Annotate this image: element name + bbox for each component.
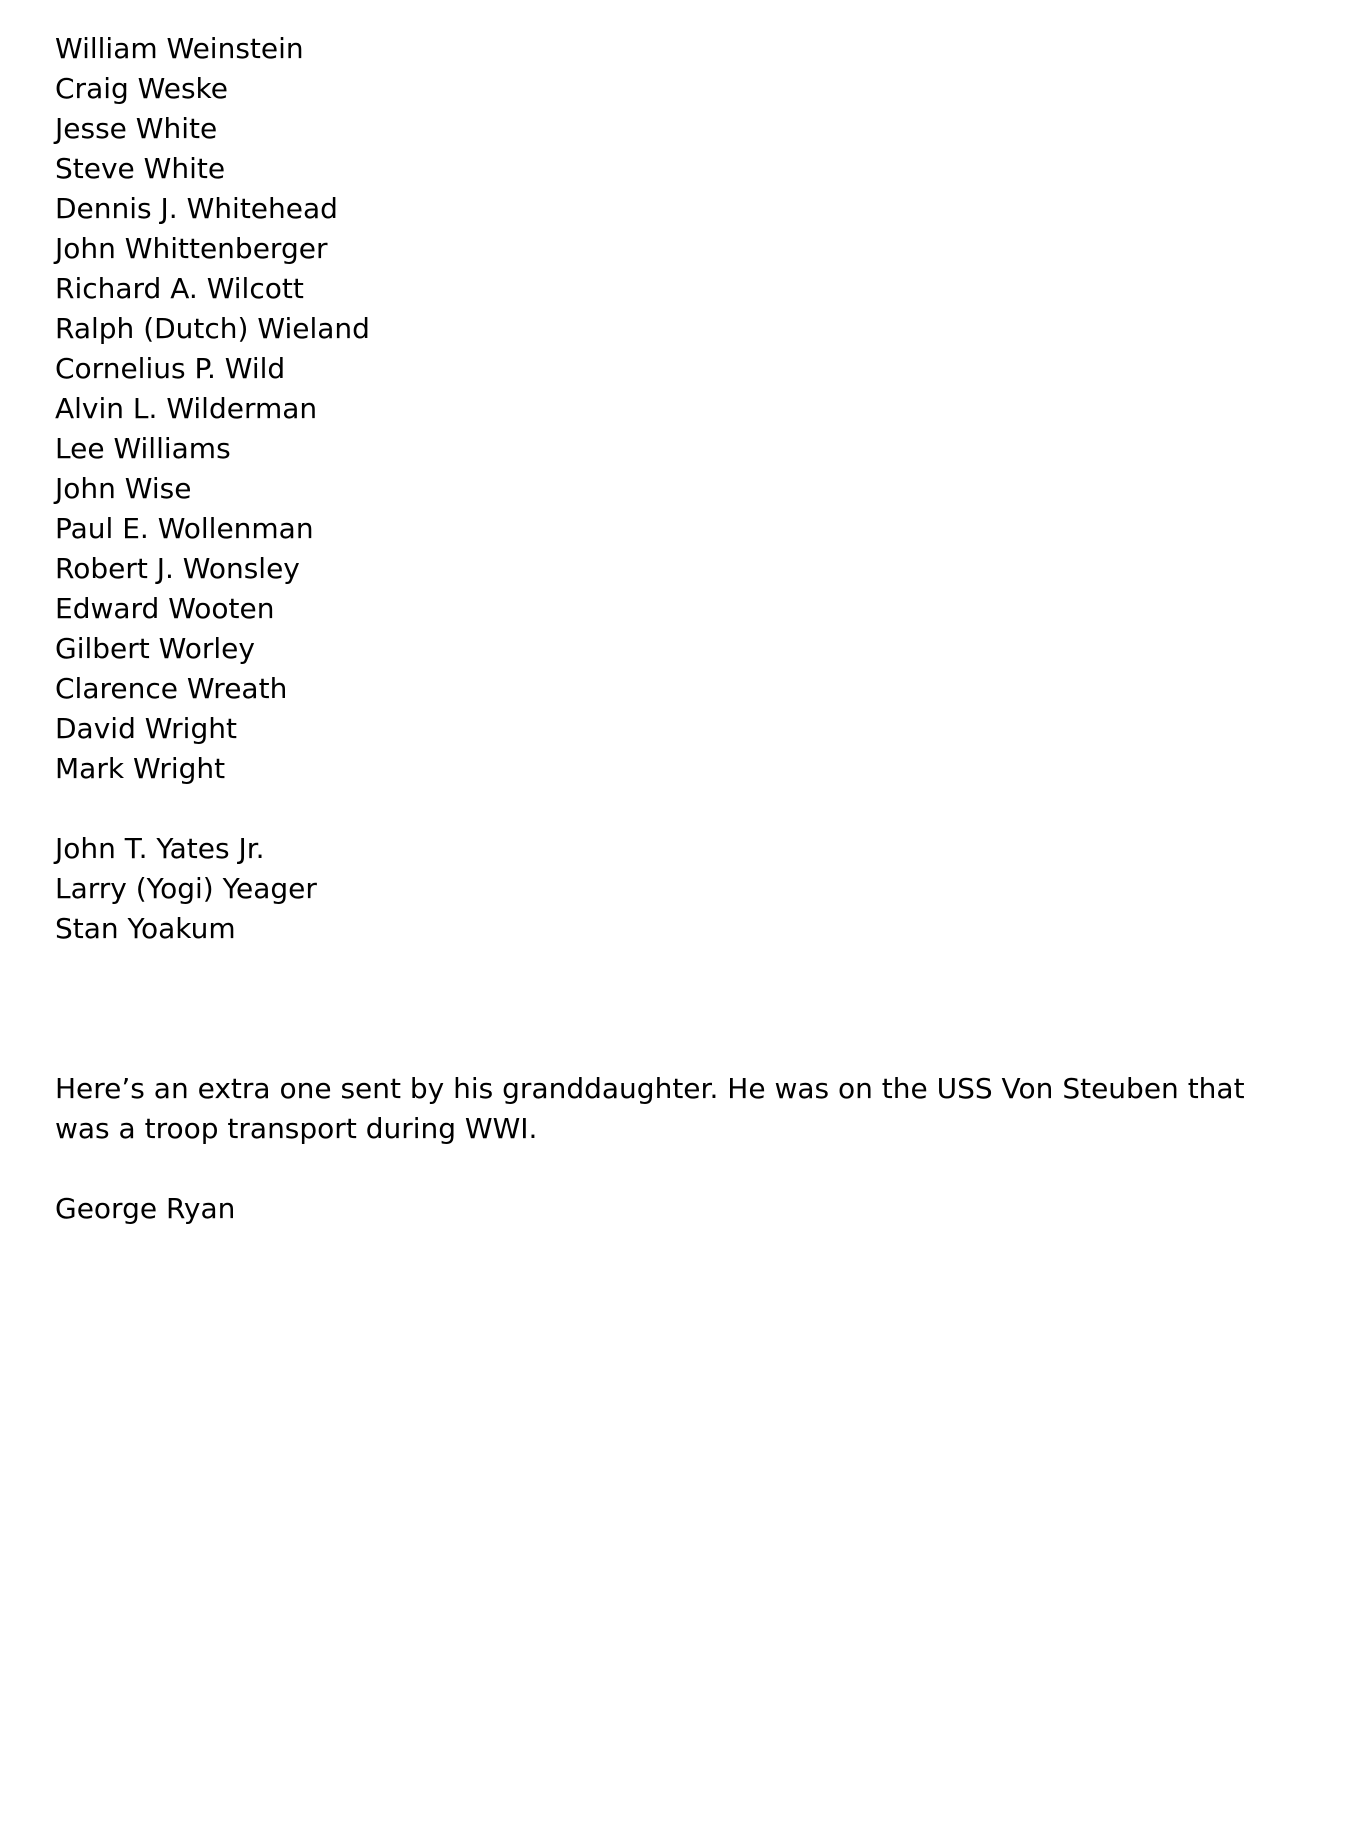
paragraph-gap xyxy=(55,789,1315,829)
name-line: Alvin L. Wilderman xyxy=(55,392,318,425)
name-line: Steve White xyxy=(55,152,226,185)
name-line: Mark Wright xyxy=(55,752,226,785)
signature-name: George Ryan xyxy=(55,1192,236,1225)
name-line: Robert J. Wonsley xyxy=(55,552,300,585)
name-line: Richard A. Wilcott xyxy=(55,272,304,305)
name-line: Clarence Wreath xyxy=(55,672,288,705)
name-line: John T. Yates Jr. xyxy=(55,832,265,865)
name-line: Stan Yoakum xyxy=(55,912,236,945)
names-list-y xyxy=(55,829,1315,949)
names-list-w xyxy=(55,29,1315,789)
name-line: Dennis J. Whitehead xyxy=(55,192,338,225)
name-line: Larry (Yogi) Yeager xyxy=(55,872,317,905)
document-content xyxy=(55,29,1315,1229)
section-gap xyxy=(55,949,1315,1069)
name-line: Ralph (Dutch) Wieland xyxy=(55,312,370,345)
name-line: Paul E. Wollenman xyxy=(55,512,314,545)
name-line: Edward Wooten xyxy=(55,592,275,625)
name-line: John Wise xyxy=(55,472,192,505)
note-paragraph: Here’s an extra one sent by his granddaughter. He was on the USS Von Steuben that was a troop transport during WWI. xyxy=(55,1072,1245,1145)
name-line: Gilbert Worley xyxy=(55,632,255,665)
name-line: Jesse White xyxy=(55,112,218,145)
name-line: John Whittenberger xyxy=(55,232,328,265)
name-line: Lee Williams xyxy=(55,432,231,465)
name-line: David Wright xyxy=(55,712,237,745)
name-line: William Weinstein xyxy=(55,32,304,65)
name-line: Cornelius P. Wild xyxy=(55,352,286,385)
name-line: Craig Weske xyxy=(55,72,228,105)
